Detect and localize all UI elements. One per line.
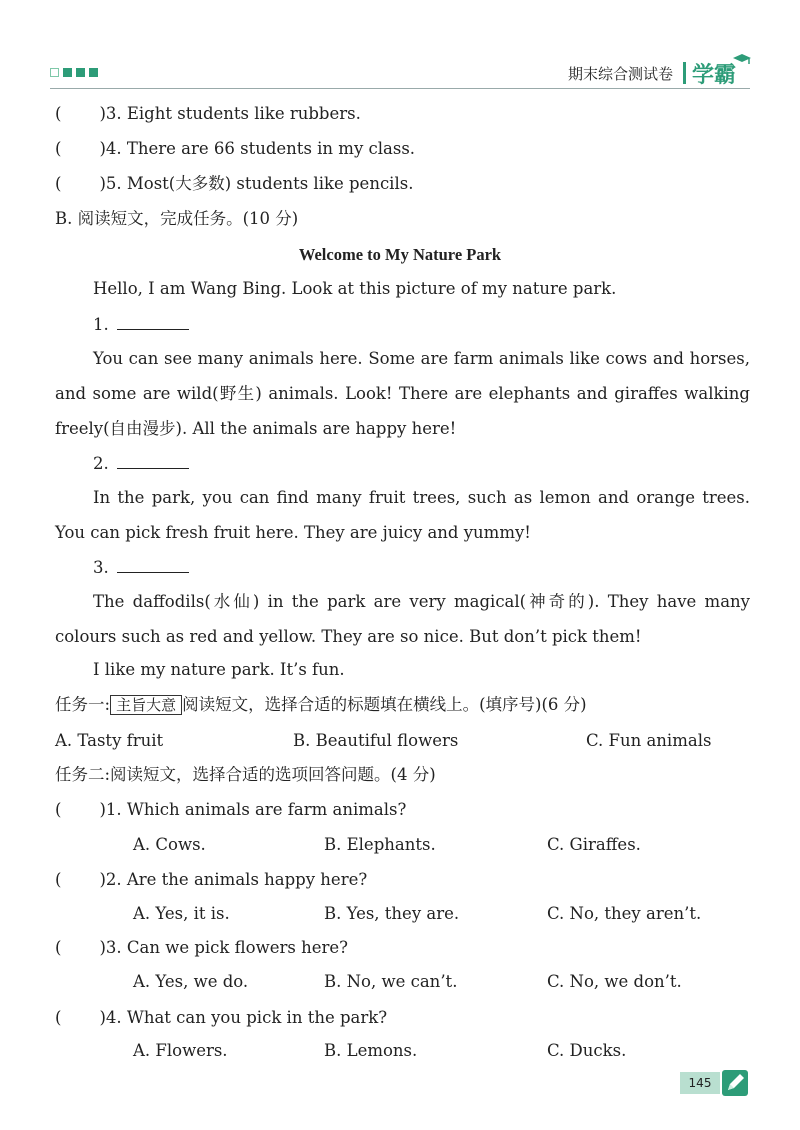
prev-item-3: ( )3. Eight students like rubbers. [55,104,361,123]
q3-option-c: C. No, we don’t. [547,972,682,991]
answer-paren-open[interactable]: ( [55,139,62,158]
answer-blank-3[interactable] [117,558,189,573]
passage-paragraph-3: The daffodils(水仙) in the park are very magical(神奇的). They have many colours such as red and yellow. They are so nice. But don’t pick them! [55,592,750,646]
graduation-cap-icon [733,54,751,64]
passage-closing: I like my nature park. It’s fun. [93,660,345,679]
q1-option-b: B. Elephants. [324,835,436,854]
question-1: ( )1. Which animals are farm animals? [55,800,407,819]
q3-option-b: B. No, we can’t. [324,972,458,991]
prev-item-text: 3. Eight students like rubbers. [105,104,361,123]
q2-option-c: C. No, they aren’t. [547,904,702,923]
header-title: 期末综合测试卷 [568,65,674,83]
task1-tag: 主旨大意 [110,695,182,715]
blank-3: 3. [93,558,189,578]
q4-option-a: A. Flowers. [133,1041,228,1060]
pencil-icon [722,1070,748,1096]
passage-title: Welcome to My Nature Park [298,245,502,264]
header-divider [683,62,686,84]
q3-option-a: A. Yes, we do. [133,972,249,991]
prev-item-text: 4. There are 66 students in my class. [105,139,416,158]
blank-2: 2. [93,454,189,474]
answer-blank-2[interactable] [117,454,189,469]
section-b-heading: B. 阅读短文，完成任务。(10 分) [55,209,299,228]
answer-blank-1[interactable] [117,315,189,330]
task2-heading: 任务二:阅读短文，选择合适的选项回答问题。(4 分) [55,765,436,784]
task1-option-b: B. Beautiful flowers [293,731,459,750]
q1-option-c: C. Giraffes. [547,835,641,854]
task1-heading: 任务一: 主旨大意 阅读短文，选择合适的标题填在横线上。(填序号)(6 分) [55,695,587,714]
q1-option-a: A. Cows. [133,835,206,854]
answer-paren[interactable]: ( [55,800,62,819]
passage-paragraph-1: You can see many animals here. Some are farm animals like cows and horses, and some are wild(野生) animals. Look! There are elephants and giraffes walking freely(自由漫步). All the animals are happy here! [55,349,750,438]
q4-option-b: B. Lemons. [324,1041,418,1060]
question-3: ( )3. Can we pick flowers here? [55,938,348,957]
question-2: ( )2. Are the animals happy here? [55,870,368,889]
answer-paren-open[interactable]: ( [55,104,62,123]
passage-intro: Hello, I am Wang Bing. Look at this picture of my nature park. [93,279,617,298]
q2-option-a: A. Yes, it is. [133,904,230,923]
answer-paren[interactable]: ( [55,870,62,889]
header-rule [50,88,750,89]
blank-1: 1. [93,315,189,335]
answer-paren-open[interactable]: ( [55,174,62,193]
answer-paren[interactable]: ( [55,1008,62,1027]
task1-option-a: A. Tasty fruit [55,731,164,750]
prev-item-4: ( )4. There are 66 students in my class. [55,139,416,158]
task1-option-c: C. Fun animals [586,731,712,750]
prev-item-text: 5. Most(大多数) students like pencils. [105,174,414,193]
q2-option-b: B. Yes, they are. [324,904,460,923]
q4-option-c: C. Ducks. [547,1041,627,1060]
answer-paren[interactable]: ( [55,938,62,957]
prev-item-5: ( )5. Most(大多数) students like pencils. [55,174,414,193]
question-4: ( )4. What can you pick in the park? [55,1008,388,1027]
brand-logo: 学霸 [692,63,737,88]
header-decoration [50,68,98,77]
passage-paragraph-2: In the park, you can find many fruit trees, such as lemon and orange trees. You can pick fresh fruit here. They are juicy and yummy! [55,488,750,542]
page-number: 145 [680,1072,720,1094]
